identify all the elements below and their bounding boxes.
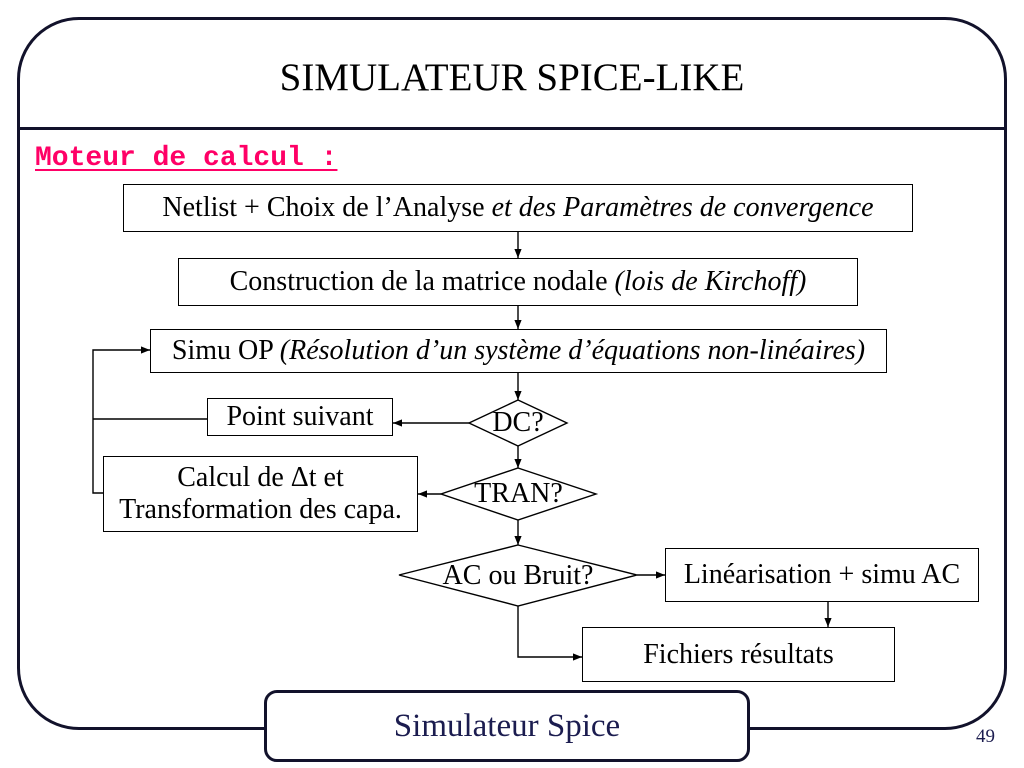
- netlist-box: [123, 184, 913, 232]
- calcul-box-line1: Calcul de Δt et: [177, 462, 344, 493]
- calcul-box-line2: Transformation des capa.: [119, 494, 402, 525]
- slide-title: SIMULATEUR SPICE-LIKE: [279, 56, 745, 99]
- point-suivant-box-text: Point suivant: [226, 401, 374, 432]
- point-suivant-box: [207, 398, 393, 436]
- footer-title: Simulateur Spice: [393, 707, 621, 744]
- section-heading: Moteur de calcul :: [35, 143, 338, 174]
- page-number: 49: [976, 726, 995, 747]
- matrix-box: [178, 258, 858, 306]
- dc-decision-label: DC?: [492, 407, 544, 438]
- netlist-box-label: [162, 192, 873, 224]
- simu-op-box: [150, 329, 887, 373]
- netlist-box-text: Netlist + Choix de l’Analyse: [162, 192, 485, 223]
- netlist-box-italic-text: et des Paramètres de convergence: [491, 192, 874, 223]
- tran-decision-label: TRAN?: [474, 478, 563, 509]
- arrow-ac-to-fichiers: [518, 606, 582, 657]
- ac-decision-label: AC ou Bruit?: [442, 559, 594, 591]
- matrix-box-text: Construction de la matrice nodale: [229, 266, 608, 297]
- linearisation-box: [665, 548, 979, 602]
- fichiers-box: [582, 627, 895, 682]
- linearisation-box-text: Linéarisation + simu AC: [683, 559, 961, 590]
- simu-op-box-text: Simu OP: [171, 335, 273, 366]
- calcul-box: [103, 456, 418, 532]
- footer-box: [264, 690, 750, 762]
- fichiers-box-text: Fichiers résultats: [643, 638, 834, 670]
- matrix-box-label: [230, 266, 807, 298]
- simu-op-box-label: [172, 335, 865, 367]
- simu-op-box-italic-text: (Résolution d’un système d’équations non-linéaires): [279, 335, 866, 366]
- matrix-box-italic-text: (lois de Kirchoff): [614, 266, 807, 297]
